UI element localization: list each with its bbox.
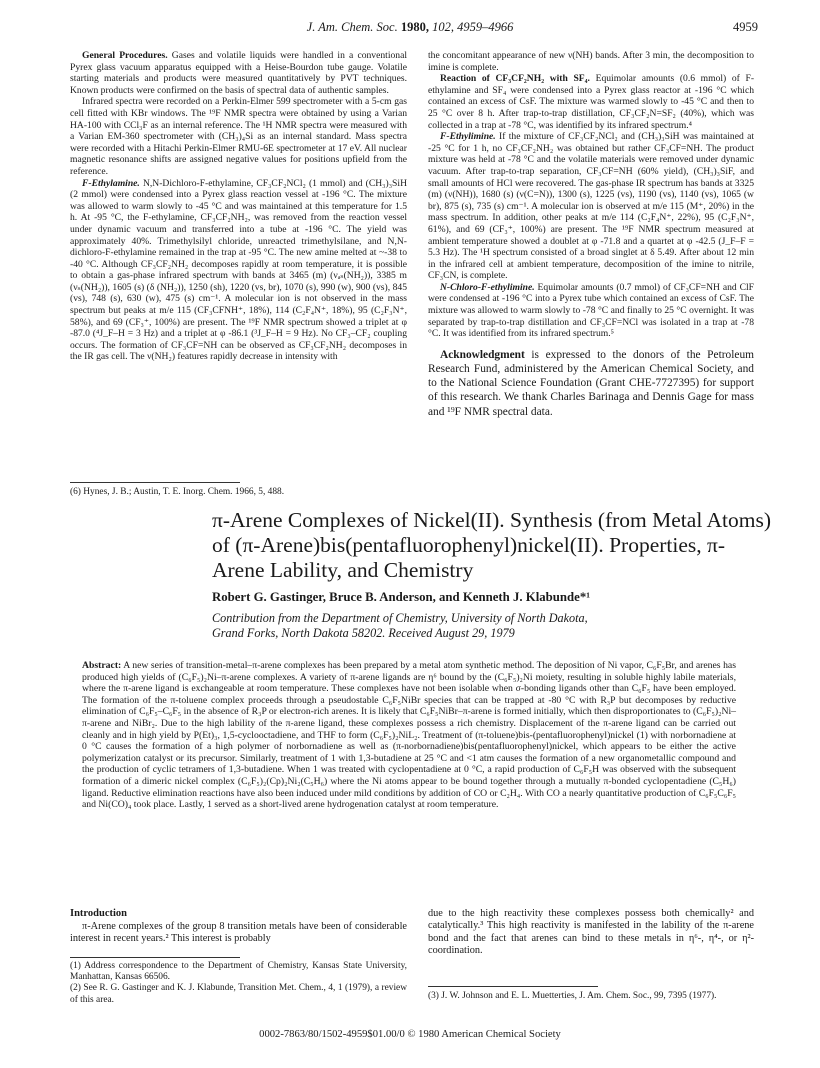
footnote-rule-intro-right	[428, 986, 598, 987]
acknowledgment-text: is expressed to the donors of the Petroleum Research Fund, administered by the American Chemical Society, and to the National Science Foundation (Grant CHE-7727395) for support of this research. We thank Charles Barinaga and Dennis Gage for mass and ¹⁹F NMR spectral data.	[428, 348, 754, 418]
footnote-2: (2) See R. G. Gastinger and K. J. Klabunde, Transition Met. Chem., 4, 1 (1979), a review of this area.	[70, 983, 407, 1005]
introduction-left	[70, 921, 407, 946]
footnote-rule-left	[70, 482, 240, 483]
general-procedures-heading: General Procedures.	[82, 50, 168, 61]
reaction-paragraph	[428, 73, 754, 131]
abstract-label: Abstract:	[82, 660, 122, 671]
abstract-text: A new series of transition-metal–π-arene complexes has been prepared by a metal atom synthetic method. The deposition of Ni vapor, C₆F₅Br, and arenes has produced high yields of (C₆F₅)₂Ni–π-arene complexes. A variety of π-arene ligands are η⁶ bound by the (C₆F₅)₂Ni moiety, resulting in soluble highly labile materials, where the π-arene ligand is exchangeable at room temperature. These complexes have not been isolable when σ-bonding ligands other than C₆F₅ have been employed. The formation of the π-toluene complex proceeds through a pseudostable C₆F₅NiBr species that can be trapped at -80 °C with R₃P but decomposes by reductive elimination of C₆F₅–C₆F₅ in the absence of R₃P or electron-rich arenes. It is likely that C₆F₅NiBr–π-arene is formed initially, which then disproportionates to (C₆F₅)₂Ni–π-arene and NiBr₂. Due to the high lability of the π-arene ligand, these complexes possess a rich chemistry. Displacement of the π-arene ligand can be carried out cleanly and in high yield by P(Et)₃, 1,5-cyclooctadiene, and THF to form (C₆F₅)₂NiL₂. Treatment of (π-toluene)bis-(pentafluorophenyl)nickel (1) with norbornadiene at 0 °C causes the formation of a high polymer of norbornadiene as well as (π-norbornadiene)bis(pentafluorophenyl)nickel, which appears to be either the active polymerization catalyst or its precursor. Similarly, treatment of 1 with 1,3-butadiene at 25 °C and <1 atm causes the formation of a new organometallic compound and the production of cyclic tetramers of 1,3-butadiene. When 1 was treated with cyclopentadiene at 0 °C, a rapid production of C₆F₅H was observed with the subsequent formation of a dimeric nickel complex (C₆F₅)₂(Cp)₂Ni₂(C₅H₆) where the Ni atoms appear to be bound together through a mutually π-bonded cyclopentadiene (C₅H₆) ligand. Reductive elimination reactions have also been induced under mild conditions by addition of CO or C₂H₄. With CO a nearly quantitative production of C₆F₅C₆F₅ and Ni(CO)₄ took place. Lastly, 1 served as a short-lived arene hydrogenation catalyst at room temperature.	[82, 660, 736, 811]
f-ethylamine-text: N,N-Dichloro-F-ethylamine, CF₃CF₂NCl₂ (1 mmol) and (CH₃)₃SiH (2 mmol) were condensed into a Pyrex glass reaction vessel at -196 °C. The mixture was allowed to warm slowly to -45 °C and was maintained at this temperature for 1.5 h. At -95 °C, the F-ethylamine, CF₃CF₂NH₂, was removed from the reaction vessel under dynamic vacuum and transferred into a tube at -196 °C. The yield was approximately 40%. Trimethylsilyl chloride, unreacted trimethylsilane, and N,N-dichloro-F-ethylamine remained in the trap at -95 °C. The new amine melted at ~-38 to -40 °C. Although CF₃CF₂NH₂ decomposes rapidly at room temperature, it is possible to obtain a gas-phase infrared spectrum with bands at 3465 (m) (νₐₛ(NH₂)), 3385 m (νₛ(NH₂)), 1605 (s) (δ (NH₂)), 1250 (sh), 1220 (vs, br), 1070 (s), 990 (w), 900 (vs), 845 (vs), 748 (s), 630 (w), 475 (s) cm⁻¹. A molecular ion is not observed in the mass spectrum but peaks at m/e 115 (CF₃CFNH⁺, 18%), 114 (C₂F₄N⁺, 18%), 95 (C₂F₃N⁺, 58%), and 69 (CF₃⁺, 100%) are present. The ¹⁹F NMR spectrum showed a triplet at φ -87.0 (⁴J_F–H = 3 Hz) and a triplet at φ -86.1 (³J_F–H = 9 Hz). No CF₃–CF₂ coupling occurs. The formation of CF₃CF=NH can be observed as CF₃CF₂NH₂ decomposes in the IR gas cell. The ν(NH₂) features rapidly decrease in intensity with	[70, 177, 407, 363]
continuation-paragraph: the concomitant appearance of new ν(NH) bands. After 3 min, the decomposition to imine is complete.	[428, 50, 754, 73]
footnote-1: (1) Address correspondence to the Department of Chemistry, Kansas State University, Manhattan, Kansas 66506.	[70, 961, 407, 983]
article-title: π-Arene Complexes of Nickel(II). Synthesis (from Metal Atoms) of (π-Arene)bis(pentafluorophenyl)nickel(II). Properties, π-Arene Lability, and Chemistry	[212, 508, 771, 582]
introduction-right	[428, 908, 754, 958]
reaction-text: Equimolar amounts (0.6 mmol) of F-ethylamine and SF₄ were condensed into a Pyrex glass reactor at -196 °C which contained an excess of CsF. The mixture was warmed slowly to -45 °C and then to 25 °C over 8 h. After trap-to-trap distillation, CF₃CF₂N=SF₂ (40%), which was collected in a trap at -78 °C, was identified by its infrared spectrum.⁴	[428, 73, 755, 131]
acknowledgment-heading: Acknowledgment	[440, 348, 525, 361]
journal-year: 1980,	[400, 20, 429, 34]
spectra-paragraph: Infrared spectra were recorded on a Perkin-Elmer 599 spectrometer with a 5-cm gas cell fitted with KBr windows. The ¹⁹F NMR spectra were obtained by using a Varian HA-100 with CCl₃F as an internal reference. The ¹H NMR spectra were measured with a Varian EM-360 spectrometer with (CH₃)₄Si as an internal standard. Mass spectra were recorded with a Hitachi Perkin-Elmer RMU-6E spectrometer at 17 eV. All nuclear magnetic resonance shifts are assigned negative values for positions upfield from the reference.	[70, 96, 407, 177]
abstract	[82, 660, 736, 811]
f-ethylimine-paragraph	[428, 131, 754, 282]
copyright-line: 0002-7863/80/1502-4959$01.00/0 © 1980 American Chemical Society	[259, 1029, 561, 1040]
n-chloro-text: Equimolar amounts (0.7 mmol) of CF₃CF=NH and ClF were condensed at -196 °C into a Pyrex tube which contained an excess of CsF. The mixture was allowed to warm slowly to -78 °C and finally to 25 °C overnight. It was separated by trap-to-trap distillation and CF₃CF=NCl was isolated in a trap at -78 °C. It was identified from its infrared spectrum.⁵	[428, 281, 755, 340]
n-chloro-paragraph	[428, 282, 754, 340]
introduction-heading: Introduction	[70, 908, 127, 919]
affiliation-line-2: Grand Forks, North Dakota 58202. Received August 29, 1979	[212, 626, 515, 640]
article-authors: Robert G. Gastinger, Bruce B. Anderson, and Kenneth J. Klabunde*¹	[212, 590, 591, 604]
page-number: 4959	[733, 20, 758, 34]
f-ethylimine-text: If the mixture of CF₃CF₂NCl₂ and (CH₃)₃SiH was maintained at -25 °C for 1 h, no CF₃CF₂NH₂ was obtained but rather CF₃CF=NH. The product mixture was held at -78 °C and the volatile materials were removed under dynamic vacuum. After trap-to-trap separation, CF₃CF=NH (60% yield), (CH₃)₃SiF, and small amounts of HCl were recovered. The gas-phase IR spectrum has bands at 3325 (m) (ν(NH)), 1680 (s) (ν(C=N)), 1300 (s), 1225 (vs), 1190 (vs), 1140 (vs), 1065 (w br), 875 (s), 735 (s) cm⁻¹. A molecular ion is observed at m/e 115 (M⁺, 20%) in the mass spectrum. In addition, other peaks at m/e 114 (C₂F₄N⁺, 22%), 95 (C₂F₃N⁺, 61%), and 69 (CF₃⁺, 100%) are present. The ¹⁹F NMR spectrum measured at ambient temperature showed a doublet at φ -71.8 and a quartet at φ -42.5 (J_F–F = 5.3 Hz). The ¹H spectrum consisted of a broad singlet at δ 5.49. After about 12 min in the infrared cell at ambient temperature, decomposition of the imine to nitrile, CF₃CN, is complete.	[428, 131, 754, 282]
f-ethylamine-paragraph	[70, 178, 407, 364]
general-procedures-paragraph	[70, 50, 407, 96]
introduction-left-text: π-Arene complexes of the group 8 transition metals have been of considerable interest in recent years.² This interest is probably	[70, 921, 407, 945]
footnotes-left	[70, 961, 407, 1006]
footnote-rule-intro-left	[70, 957, 240, 958]
acknowledgment-paragraph	[428, 348, 754, 419]
footnote-3: (3) J. W. Johnson and E. L. Muetterties, J. Am. Chem. Soc., 99, 7395 (1977).	[428, 991, 717, 1001]
general-procedures-text: Gases and volatile liquids were handled in a conventional Pyrex glass vacuum apparatus equipped with a Heise-Bourdon tube gauge. Volatile starting materials and products were measured quantitatively by PVT techniques. Known products were confirmed on the basis of spectral data of authentic samples.	[70, 50, 408, 96]
f-ethylamine-heading: F-Ethylamine.	[82, 177, 140, 189]
affiliation-line-1: Contribution from the Department of Chemistry, University of North Dakota,	[212, 611, 588, 625]
f-ethylimine-heading: F-Ethylimine.	[440, 131, 496, 143]
n-chloro-heading: N-Chloro-F-ethylimine.	[440, 281, 535, 293]
right-column	[428, 50, 754, 419]
article-affiliation	[212, 611, 772, 641]
introduction-right-text: due to the high reactivity these complexes possess both chemically² and catalytically.³ This high reactivity is manifested in the lability of the π-arene bond and the fact that arenes can bind to these metals in η⁶-, η⁴-, or η²-coordination.	[428, 908, 754, 957]
journal-name: J. Am. Chem. Soc.	[306, 20, 398, 34]
footnote-6: (6) Hynes, J. B.; Austin, T. E. Inorg. Chem. 1966, 5, 488.	[70, 487, 285, 497]
reaction-heading: Reaction of CF₃CF₂NH₂ with SF₄.	[440, 73, 590, 85]
volume-pages: 102, 4959–4966	[432, 20, 514, 34]
left-column	[70, 50, 407, 363]
running-head	[0, 20, 820, 35]
